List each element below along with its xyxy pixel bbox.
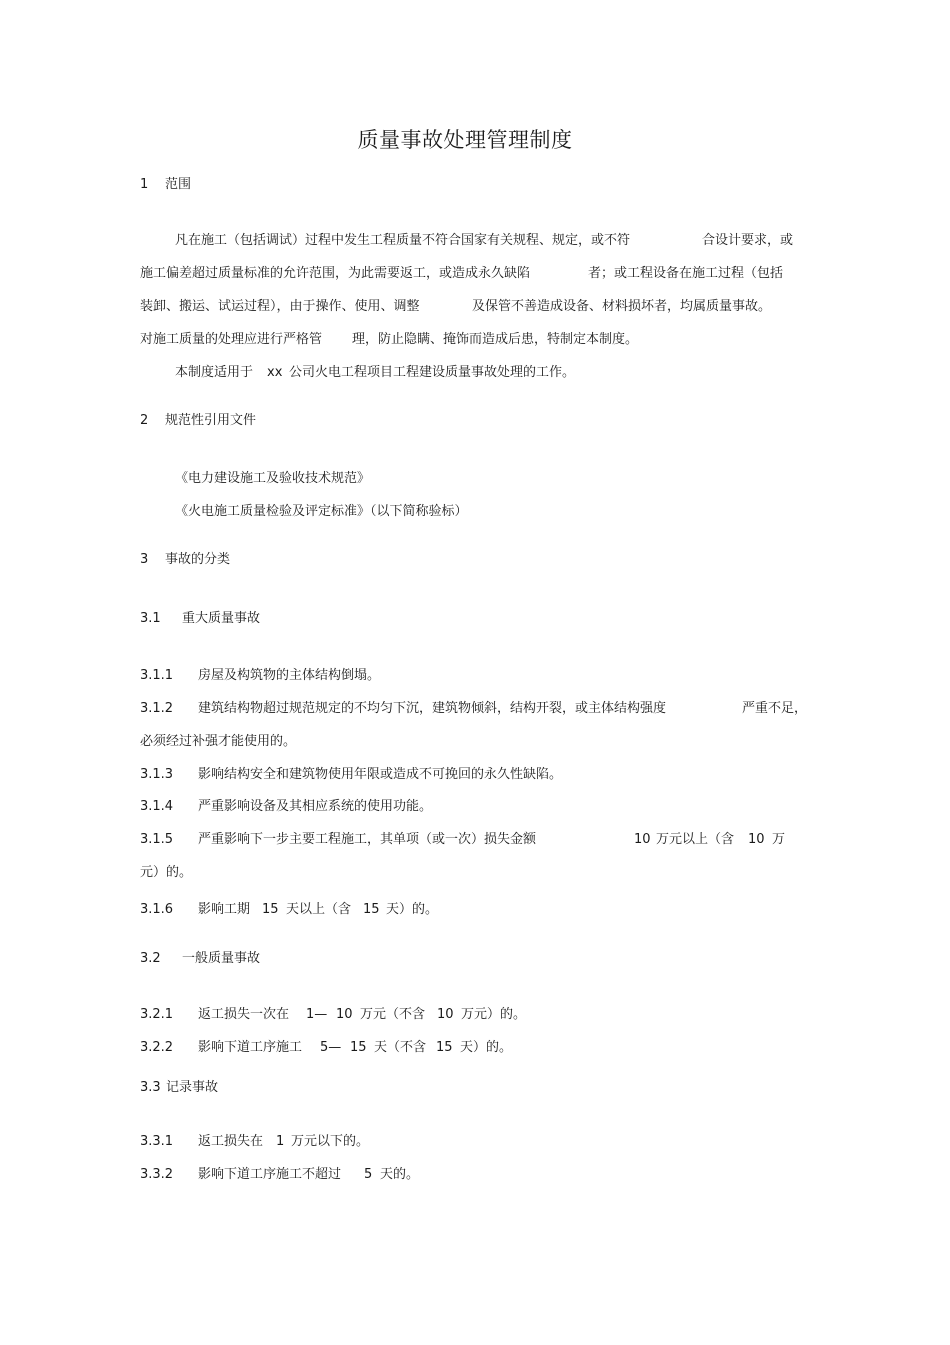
item-number: 3.1.1 <box>140 668 174 683</box>
item-text: 10 <box>748 832 765 847</box>
item-text: 严重影响设备及其相应系统的使用功能。 <box>198 799 433 814</box>
item-text: 天以上（含 <box>286 902 352 917</box>
section-number: 3 <box>140 552 149 567</box>
paragraph-line: 施工偏差超过质量标准的允许范围，为此需要返工，或造成永久缺陷 <box>140 266 531 281</box>
paragraph-line: 对施工质量的处理应进行严格管 <box>140 332 323 347</box>
item-text: 影响结构安全和建筑物使用年限或造成不可挽回的永久性缺陷。 <box>198 767 563 782</box>
section-heading: 范围 <box>165 177 192 192</box>
item-text: 天）的。 <box>386 902 439 917</box>
item-text: 15 <box>262 902 279 917</box>
item-text: 15 <box>363 902 380 917</box>
paragraph-line: 装卸、搬运、试运过程），由于操作、使用、调整 <box>140 299 420 314</box>
item-number: 3.1.5 <box>140 832 174 847</box>
section-number: 1 <box>140 177 149 192</box>
item-number: 3.1.2 <box>140 701 174 716</box>
item-text: 15 <box>436 1040 453 1055</box>
subsection-number: 3.3 <box>140 1080 161 1095</box>
item-text: 元）的。 <box>140 865 193 880</box>
page-title: 质量事故处理管理制度 <box>357 128 573 152</box>
item-text: 天）的。 <box>460 1040 513 1055</box>
item-text: 5 <box>364 1167 373 1182</box>
item-text: 5— <box>320 1040 342 1055</box>
paragraph-line: 公司火电工程项目工程建设质量事故处理的工作。 <box>289 365 576 380</box>
item-text: 影响下道工序施工不超过 <box>198 1167 342 1182</box>
section-heading: 事故的分类 <box>165 552 231 567</box>
paragraph-line: xx <box>267 365 283 380</box>
subsection-number: 3.2 <box>140 951 161 966</box>
subsection-heading: 重大质量事故 <box>182 611 261 626</box>
paragraph-line: 合设计要求，或 <box>702 233 794 248</box>
item-text: 天的。 <box>380 1167 420 1182</box>
item-text: 10 <box>336 1007 353 1022</box>
item-text: 房屋及构筑物的主体结构倒塌。 <box>198 668 381 683</box>
item-text: 1 <box>276 1134 285 1149</box>
item-number: 3.1.3 <box>140 767 174 782</box>
item-text: 严重不足， <box>742 701 808 716</box>
item-text: 影响下道工序施工 <box>198 1040 303 1055</box>
item-text: 返工损失在 <box>198 1134 264 1149</box>
item-text: 天（不含 <box>374 1040 427 1055</box>
subsection-heading: 一般质量事故 <box>182 951 261 966</box>
item-text: 严重影响下一步主要工程施工，其单项（或一次）损失金额 <box>198 832 537 847</box>
paragraph-line: 及保管不善造成设备、材料损坏者，均属质量事故。 <box>472 299 772 314</box>
paragraph-line: 凡在施工（包括调试）过程中发生工程质量不符合国家有关规程、规定，或不符 <box>175 233 631 248</box>
paragraph-line: 者；或工程设备在施工过程（包括 <box>588 266 784 281</box>
item-text: 万元以下的。 <box>291 1134 370 1149</box>
item-text: 1— <box>306 1007 328 1022</box>
item-text: 万 <box>772 832 786 847</box>
item-text: 返工损失一次在 <box>198 1007 290 1022</box>
reference-item: 《火电施工质量检验及评定标准》（以下简称验标） <box>175 504 468 519</box>
reference-item: 《电力建设施工及验收技术规范》 <box>175 471 371 486</box>
subsection-number: 3.1 <box>140 611 161 626</box>
item-number: 3.3.2 <box>140 1167 174 1182</box>
item-text: 10 <box>634 832 651 847</box>
item-text: 15 <box>350 1040 367 1055</box>
subsection-heading: 记录事故 <box>166 1080 219 1095</box>
item-text: 必须经过补强才能使用的。 <box>140 734 297 749</box>
item-number: 3.1.6 <box>140 902 174 917</box>
item-text: 万元（不含 <box>360 1007 426 1022</box>
section-heading: 规范性引用文件 <box>165 413 257 428</box>
item-number: 3.2.1 <box>140 1007 174 1022</box>
item-number: 3.2.2 <box>140 1040 174 1055</box>
item-text: 万元）的。 <box>461 1007 527 1022</box>
item-number: 3.1.4 <box>140 799 174 814</box>
item-text: 建筑结构物超过规范规定的不均匀下沉，建筑物倾斜，结构开裂，或主体结构强度 <box>198 701 667 716</box>
paragraph-line: 本制度适用于 <box>175 365 254 380</box>
item-text: 影响工期 <box>198 902 251 917</box>
item-text: 万元以上（含 <box>656 832 735 847</box>
paragraph-line: 理，防止隐瞒、掩饰而造成后患，特制定本制度。 <box>352 332 639 347</box>
section-number: 2 <box>140 413 149 428</box>
item-text: 10 <box>437 1007 454 1022</box>
item-number: 3.3.1 <box>140 1134 174 1149</box>
